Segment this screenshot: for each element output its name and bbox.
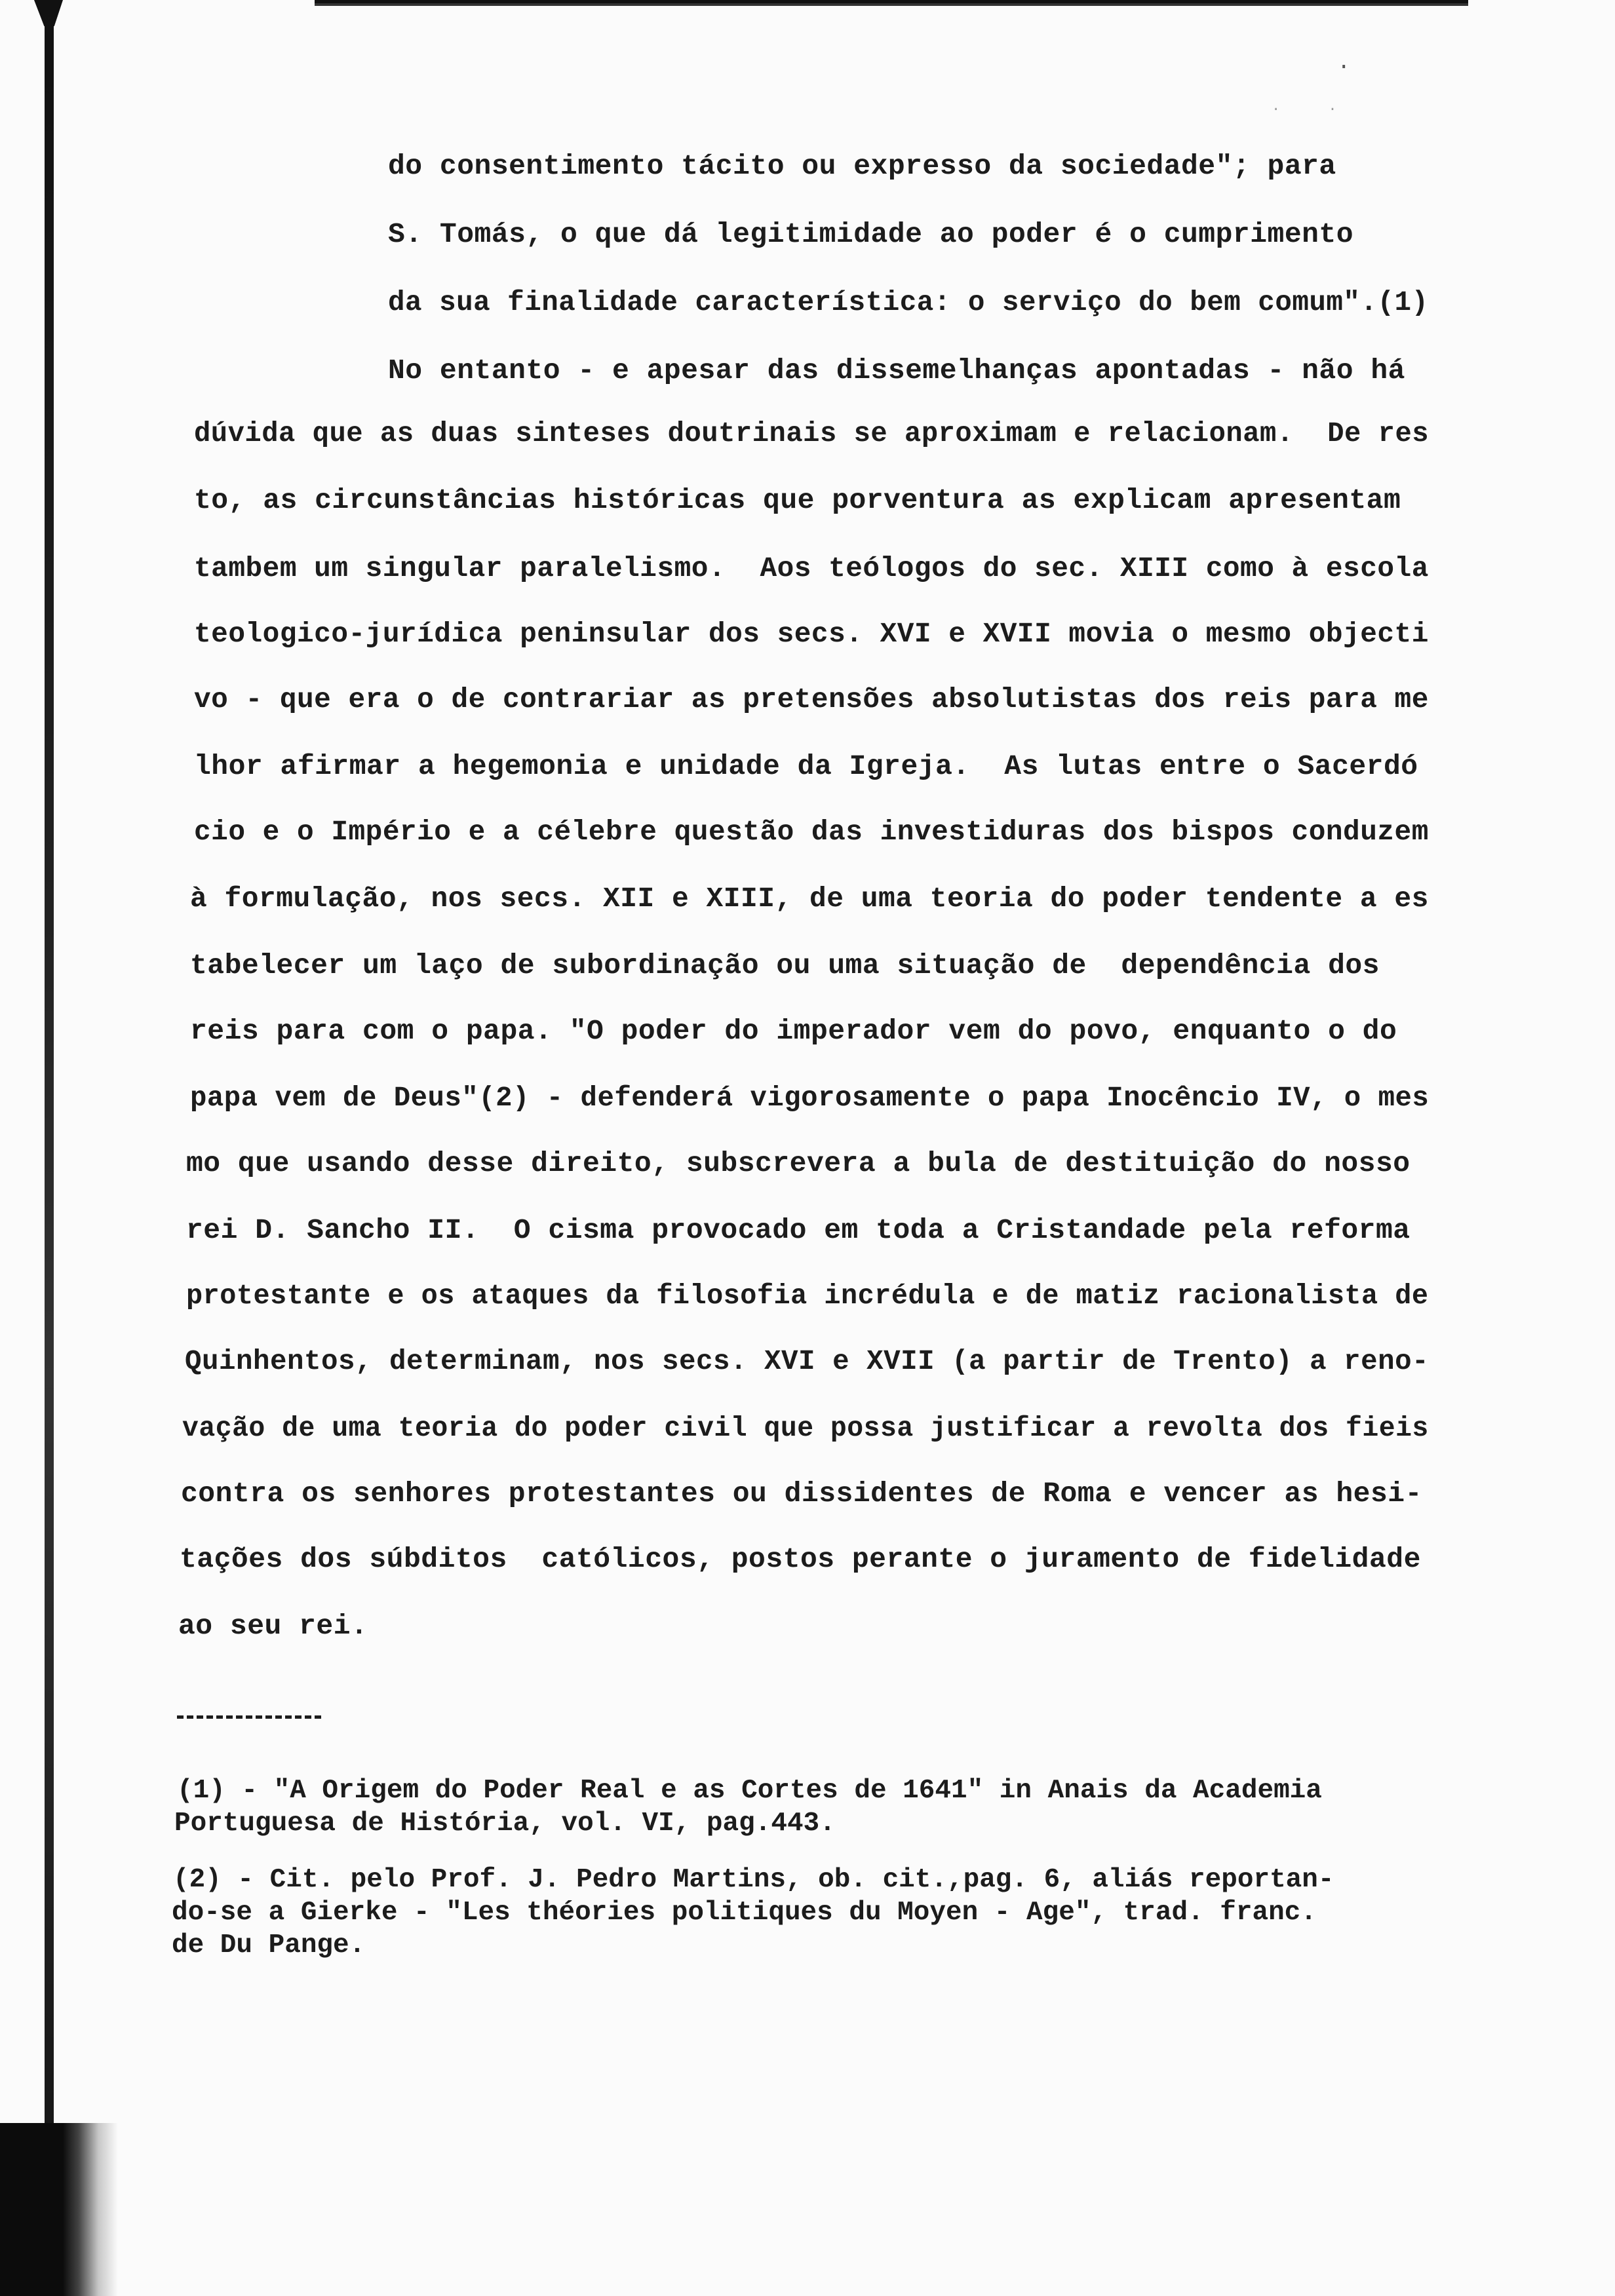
text-line: teologico-jurídica peninsular dos secs. XVI e XVII movia o mesmo objecti — [194, 618, 1429, 650]
text-line: rei D. Sancho II. O cisma provocado em toda a Cristandade pela reforma — [186, 1214, 1411, 1246]
binding-edge — [45, 0, 54, 2296]
text-line: ao seu rei. — [178, 1610, 368, 1642]
text-line: cio e o Império e a célebre questão das investiduras dos bispos conduzem — [194, 816, 1429, 848]
text-line: No entanto - e apesar das dissemelhanças apontadas - não há — [388, 354, 1405, 387]
footnote-separator — [177, 1715, 321, 1719]
text-line: vo - que era o de contrariar as pretensões absolutistas dos reis para me — [194, 683, 1429, 716]
scan-top-edge — [315, 0, 1468, 9]
text-line: papa vem de Deus"(2) - defenderá vigorosamente o papa Inocêncio IV, o mes — [190, 1082, 1430, 1114]
text-line: da sua finalidade característica: o serviço do bem comum".(1) — [388, 286, 1429, 318]
text-line: vação de uma teoria do poder civil que possa justificar a revolta dos fieis — [182, 1412, 1429, 1444]
scan-specks: . . — [1272, 98, 1357, 115]
text-line: tambem um singular paralelismo. Aos teólogos do sec. XIII como à escola — [194, 552, 1429, 584]
page-corner-mark: · — [1337, 55, 1353, 80]
text-line: contra os senhores protestantes ou dissidentes de Roma e vencer as hesi- — [181, 1478, 1422, 1510]
footnote-1-line: Portuguesa de História, vol. VI, pag.443. — [174, 1808, 836, 1839]
footnote-2-line: de Du Pange. — [172, 1930, 366, 1961]
text-line: reis para com o papa. "O poder do imperador vem do povo, enquanto o do — [190, 1015, 1397, 1047]
text-line: S. Tomás, o que dá legitimidade ao poder é o cumprimento — [388, 218, 1354, 250]
text-line: to, as circunstâncias históricas que porventura as explicam apresentam — [194, 484, 1401, 516]
footnote-2-line: do-se a Gierke - "Les théories politiques du Moyen - Age", trad. franc. — [172, 1898, 1317, 1928]
text-line: tações dos súbditos católicos, postos perante o juramento de fidelidade — [180, 1543, 1421, 1575]
text-line: lhor afirmar a hegemonia e unidade da Igreja. As lutas entre o Sacerdó — [194, 750, 1418, 782]
text-line: do consentimento tácito ou expresso da sociedade"; para — [388, 150, 1336, 182]
text-line: mo que usando desse direito, subscrevera a bula de destituição do nosso — [186, 1147, 1411, 1179]
footnote-1-line: (1) - "A Origem do Poder Real e as Cortes de 1641" in Anais da Academia — [177, 1776, 1322, 1806]
text-line: tabelecer um laço de subordinação ou uma situação de dependência dos — [190, 949, 1380, 982]
footnote-2-line: (2) - Cit. pelo Prof. J. Pedro Martins, ob. cit.,pag. 6, aliás reportan- — [173, 1865, 1334, 1895]
text-line: Quinhentos, determinam, nos secs. XVI e XVII (a partir de Trento) a reno- — [185, 1345, 1430, 1377]
text-line: dúvida que as duas sinteses doutrinais se aproximam e relacionam. De res — [194, 417, 1430, 450]
binding-shadow — [0, 2123, 118, 2296]
text-line: à formulação, nos secs. XII e XIII, de uma teoria do poder tendente a es — [190, 883, 1429, 915]
text-line: protestante e os ataques da filosofia incrédula e de matiz racionalista de — [186, 1280, 1429, 1312]
